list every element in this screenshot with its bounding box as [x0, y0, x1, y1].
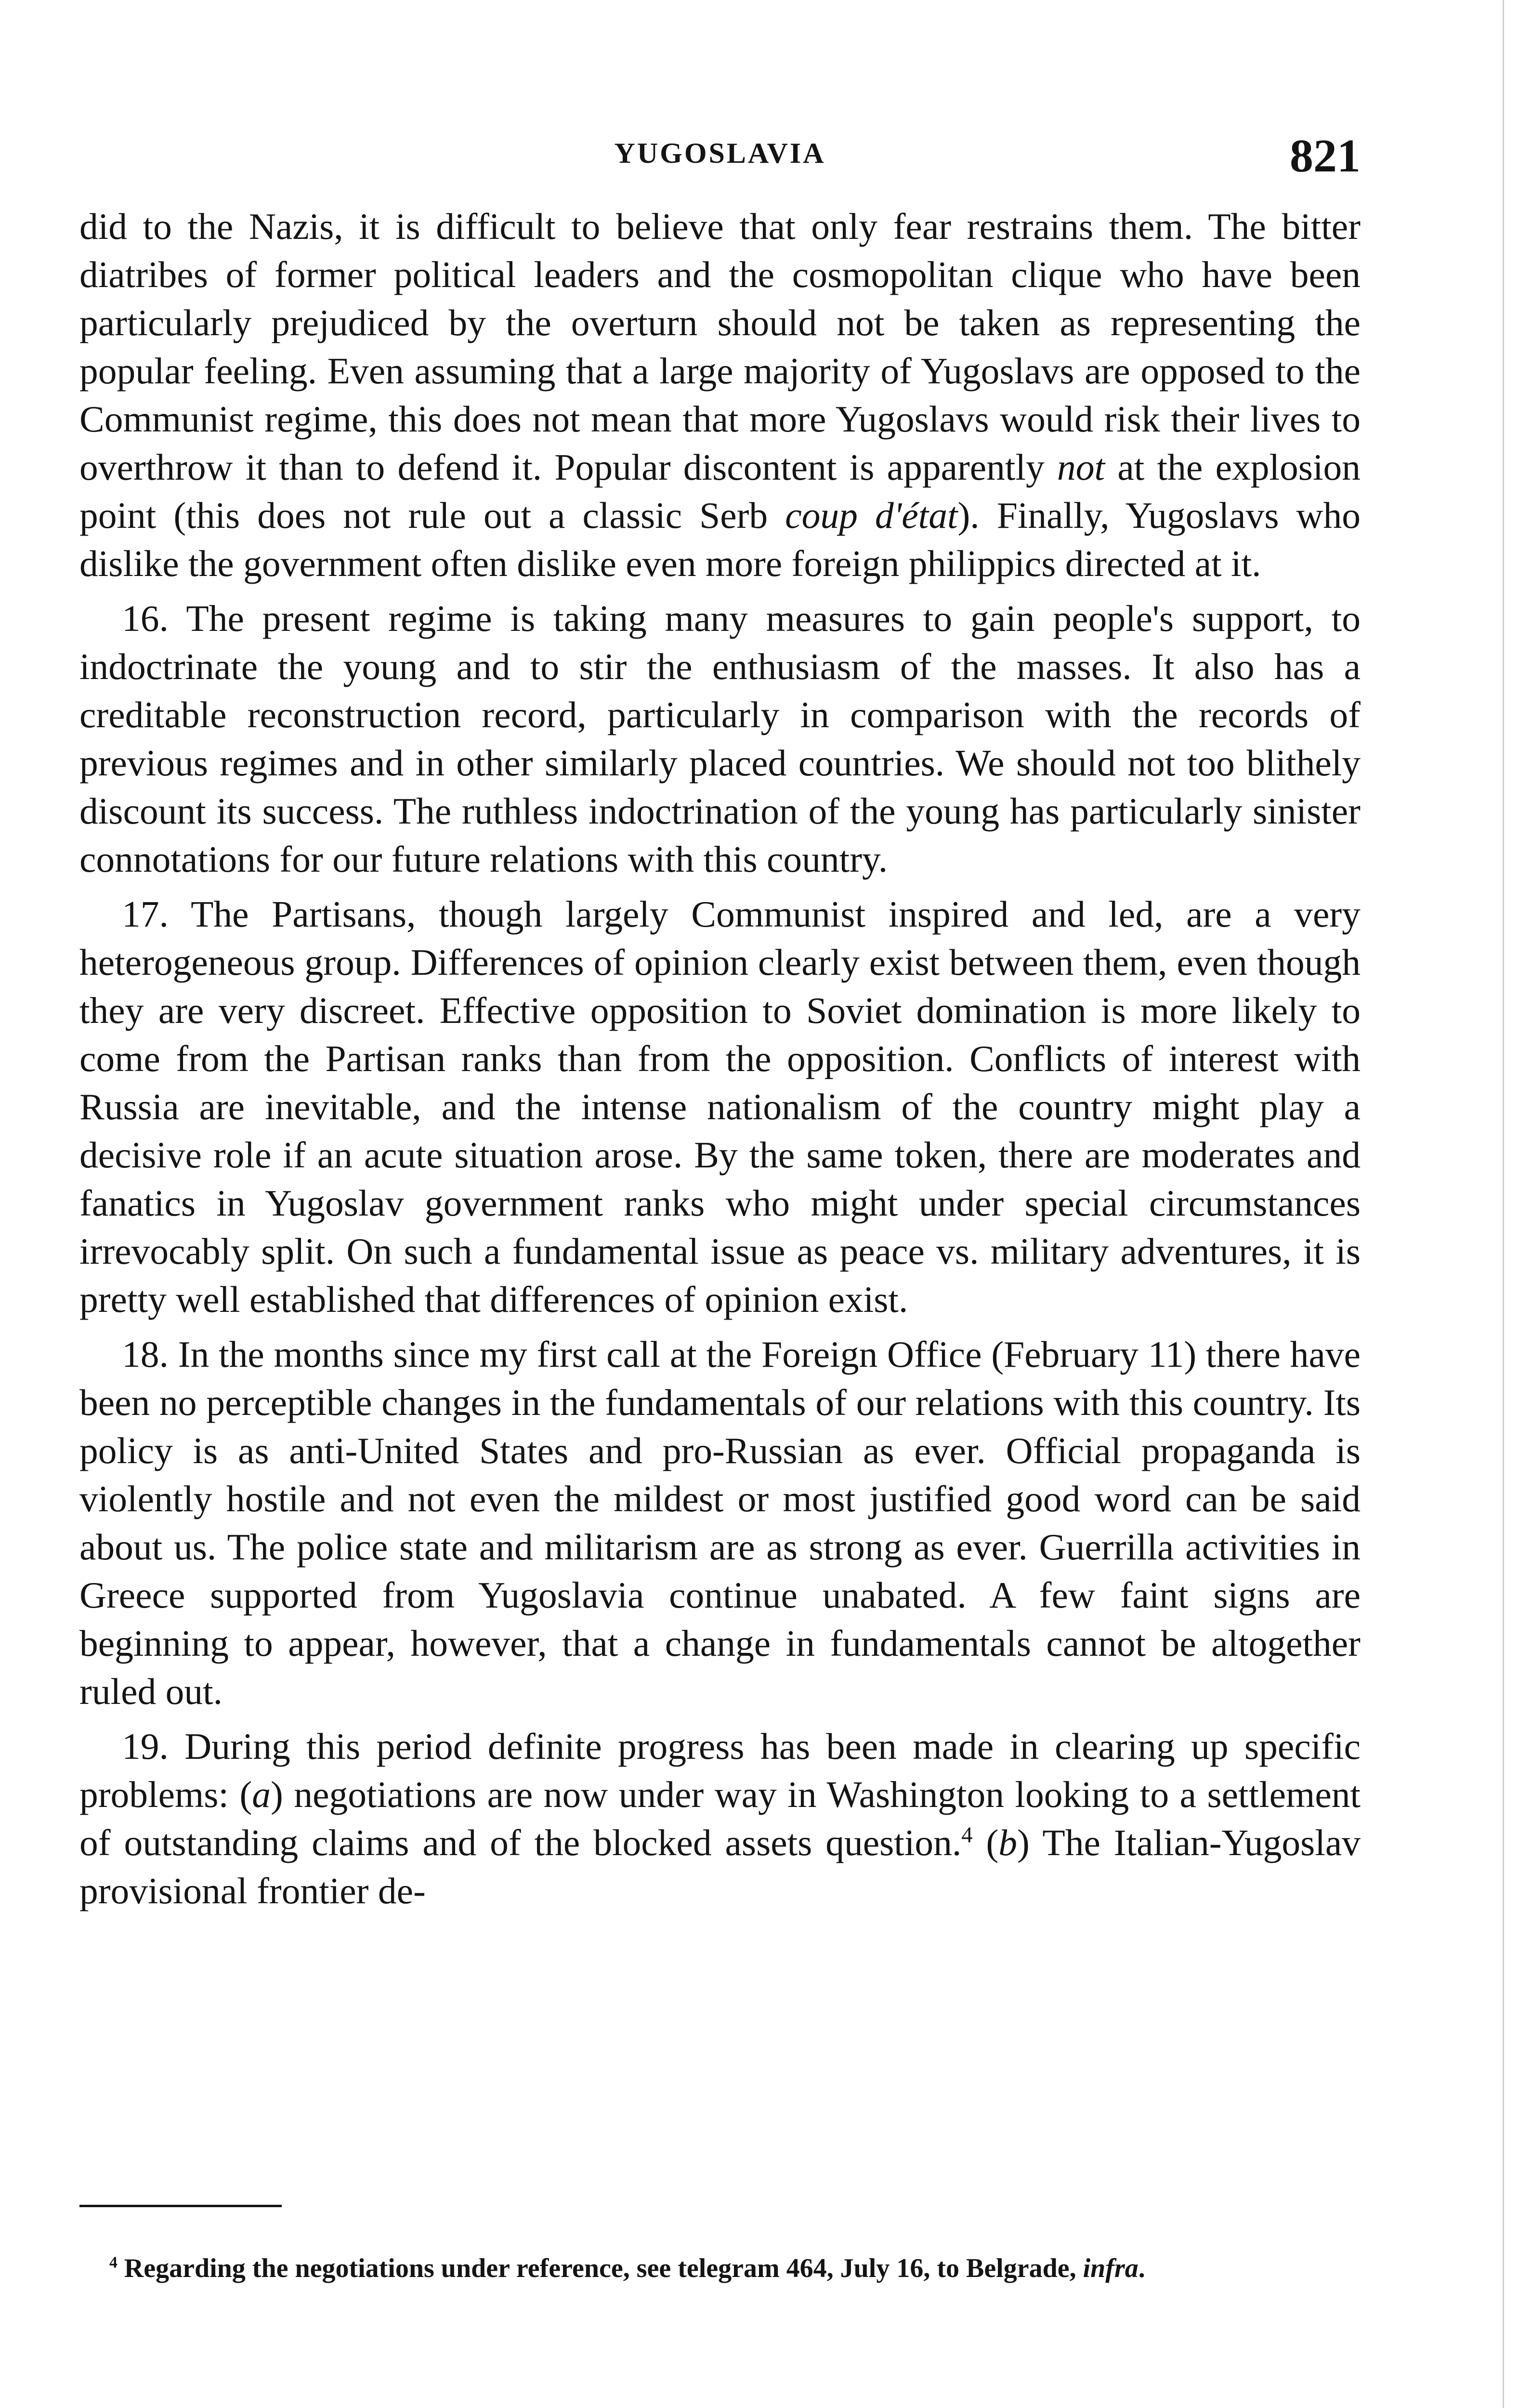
- text-run: ) The Italian-Yugoslav provisional frontier de-: [79, 1822, 1361, 1911]
- footnote: [79, 2253, 1361, 2284]
- text-run: at the explosion point (this does not rule out a classic Serb: [79, 446, 1361, 536]
- footnote-marker: 4: [109, 2253, 118, 2272]
- emphasis: infra: [1083, 2253, 1138, 2283]
- running-head: YUGOSLAVIA: [614, 137, 826, 169]
- text-run: Regarding the negotiations under reference, see telegram 464, July 16, to Belgrade,: [117, 2253, 1083, 2283]
- page-edge-line: [1503, 0, 1504, 2408]
- page-number: 821: [1290, 130, 1361, 182]
- paragraph-19: [79, 1722, 1361, 1915]
- paragraph-17: 17. The Partisans, though largely Communist inspired and led, are a very heterogeneous group. Differences of opinion clearly exist between them, even though they are very discreet. Effective opposition to Soviet domination is more likely to come from the Partisan ranks than from the opposition. Conflicts of interest with Russia are inevitable, and the intense nationalism of the country might play a decisive role if an acute situation arose. By the same token, there are moderates and fanatics in Yugoslav government ranks who might under special circumstances irrevocably split. On such a fundamental issue as peace vs. military adventures, it is pretty well established that differences of opinion exist.: [79, 893, 1361, 1320]
- text-run: 19. During this period definite progress has been made in clearing up specific problems: (: [79, 1726, 1361, 1815]
- emphasis: not: [1057, 446, 1105, 488]
- paragraph-16: 16. The present regime is taking many measures to gain people's support, to indoctrinate the young and to stir the enthusiasm of the masses. It also has a creditable reconstruction record, particularly in comparison with the records of previous regimes and in other similarly placed countries. We should not too blithely discount its success. The ruthless indoctrination of the young has particularly sinister connotations for our future relations with this country.: [79, 598, 1361, 880]
- text-run: did to the Nazis, it is difficult to believe that only fear restrains them. The bitter diatribes of former political leaders and the cosmopolitan clique who have been particularly prejudiced by the overturn should not be taken as representing the popular feeling. Even assuming that a large majority of Yugoslavs are opposed to the Communist regime, this does not mean that more Yugoslavs would risk their lives to overthrow it than to defend it. Popular discontent is apparently: [79, 206, 1361, 488]
- page-header: [79, 129, 1361, 182]
- footnote-reference[interactable]: 4: [961, 1823, 973, 1848]
- text-run: .: [1138, 2253, 1145, 2283]
- footnote-divider: [79, 2205, 282, 2207]
- text-run: ). Finally, Yugoslavs who dislike the government often dislike even more foreign philippics directed at it.: [79, 495, 1361, 584]
- paragraph-15-continuation: [79, 202, 1361, 588]
- emphasis: a: [252, 1774, 271, 1815]
- emphasis: b: [998, 1822, 1018, 1863]
- emphasis: coup d'état: [785, 495, 958, 536]
- text-run: ) negotiations are now under way in Washington looking to a settlement of outstanding claims and of the blocked assets question.: [79, 1774, 1361, 1863]
- paragraph-18: 18. In the months since my first call at the Foreign Office (February 11) there have been no perceptible changes in the fundamentals of our relations with this country. Its policy is as anti-United States and pro-Russian as ever. Official propaganda is violently hostile and not even the mildest or most justified good word can be said about us. The police state and militarism are as strong as ever. Guerrilla activities in Greece supported from Yugoslavia continue unabated. A few faint signs are beginning to appear, however, that a change in fundamentals cannot be altogether ruled out.: [79, 1334, 1361, 1712]
- text-run: (: [972, 1822, 999, 1863]
- body-text: [79, 202, 1361, 1922]
